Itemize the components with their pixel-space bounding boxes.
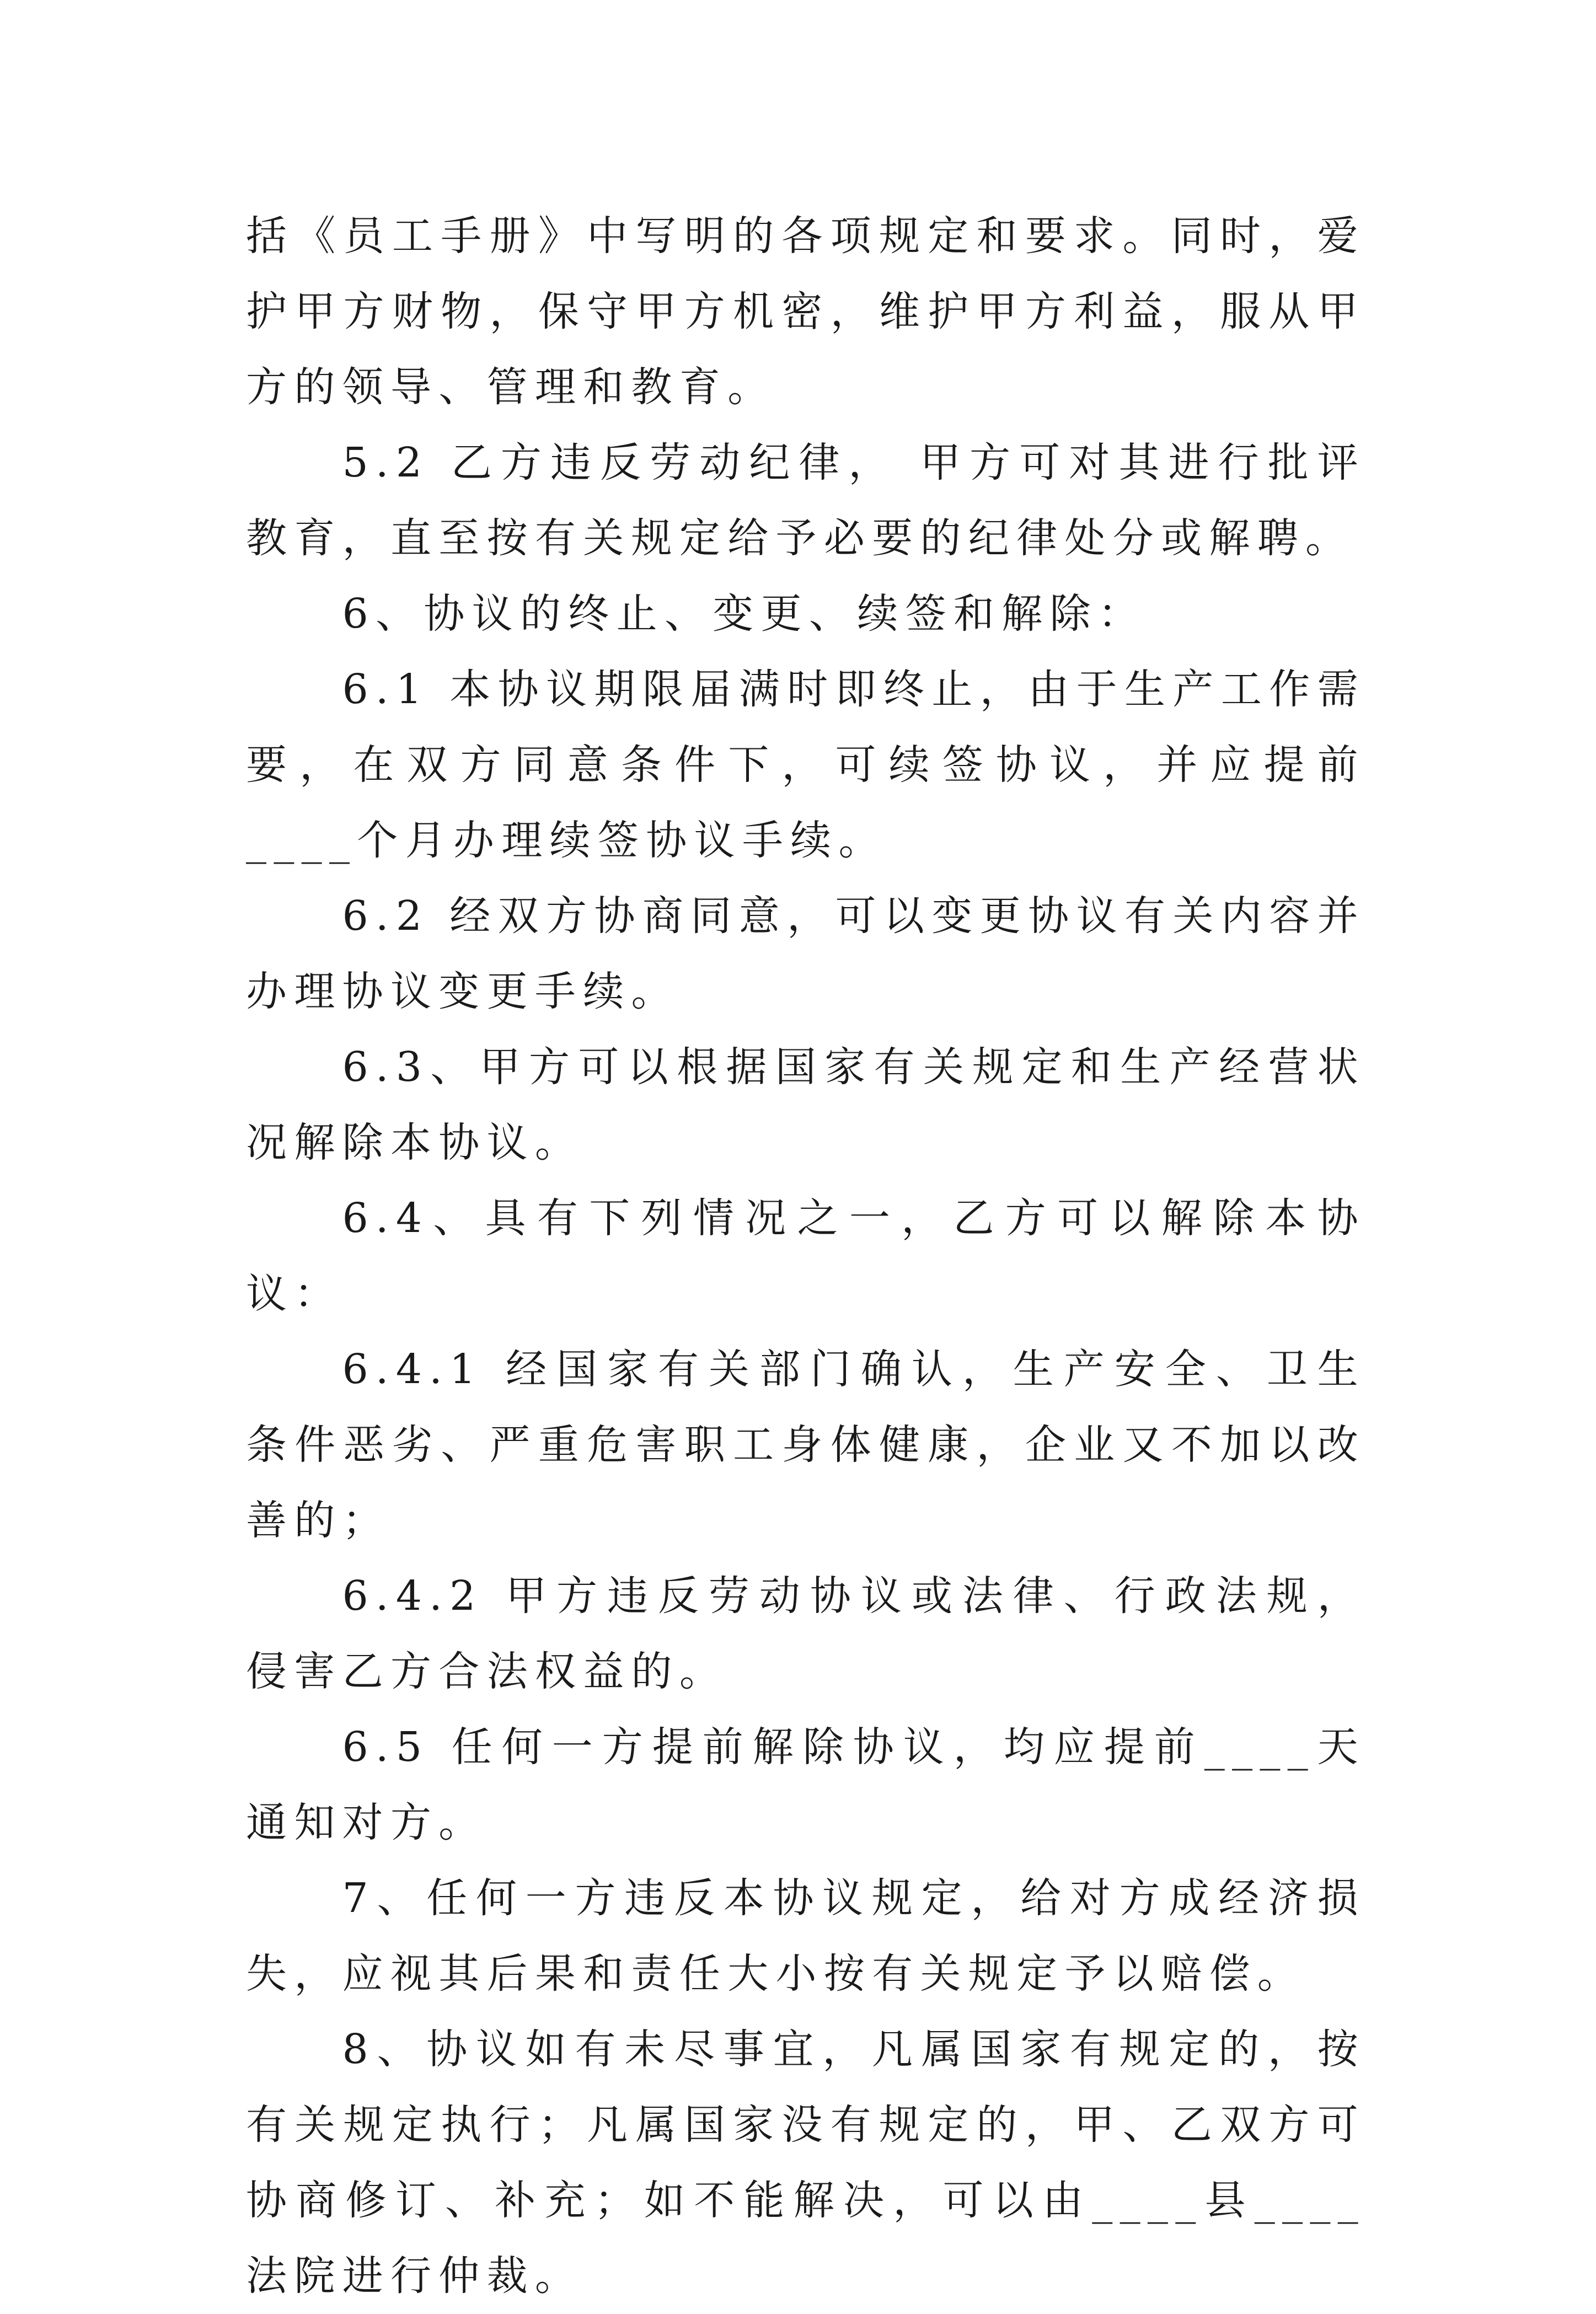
paragraph-7: 7、任何一方违反本协议规定，给对方成经济损失，应视其后果和责任大小按有关规定予以赔偿。: [246, 1874, 1365, 1997]
paragraph-6-4-2: 6.4.2 甲方违反劳动协议或法律、行政法规，侵害乙方合法权益的。: [246, 1572, 1365, 1695]
paragraph-6-1: 6.1 本协议期限届满时即终止，由于生产工作需要，在双方同意条件下，可续签协议，并应提前____个月办理续签协议手续。: [246, 666, 1365, 864]
paragraph-6-heading: 6、协议的终止、变更、续签和解除：: [342, 590, 1147, 638]
paragraph-6-2: 6.2 经双方协商同意，可以变更协议有关内容并办理协议变更手续。: [246, 892, 1365, 1015]
document-body: [246, 199, 1365, 2314]
paragraph-continuation: 括《员工手册》中写明的各项规定和要求。同时，爱护甲方财物，保守甲方机密，维护甲方利益，服从甲方的领导、管理和教育。: [246, 212, 1365, 411]
paragraph-6-5: 6.5 任何一方提前解除协议，均应提前____天通知对方。: [246, 1723, 1365, 1846]
paragraph-8: 8、协议如有未尽事宜，凡属国家有规定的，按有关规定执行；凡属国家没有规定的，甲、乙双方可协商修订、补充；如不能解决，可以由____县____法院进行仲裁。: [246, 2026, 1365, 2300]
paragraph-6-4-1: 6.4.1 经国家有关部门确认，生产安全、卫生条件恶劣、严重危害职工身体健康，企业又不加以改善的；: [246, 1346, 1365, 1544]
paragraph-6-4: 6.4、具有下列情况之一，乙方可以解除本协议：: [246, 1195, 1365, 1317]
paragraph-5-2: 5.2 乙方违反劳动纪律， 甲方可对其进行批评教育，直至按有关规定给予必要的纪律处分或解聘。: [246, 439, 1365, 562]
paragraph-6-3: 6.3、甲方可以根据国家有关规定和生产经营状况解除本协议。: [246, 1043, 1365, 1166]
